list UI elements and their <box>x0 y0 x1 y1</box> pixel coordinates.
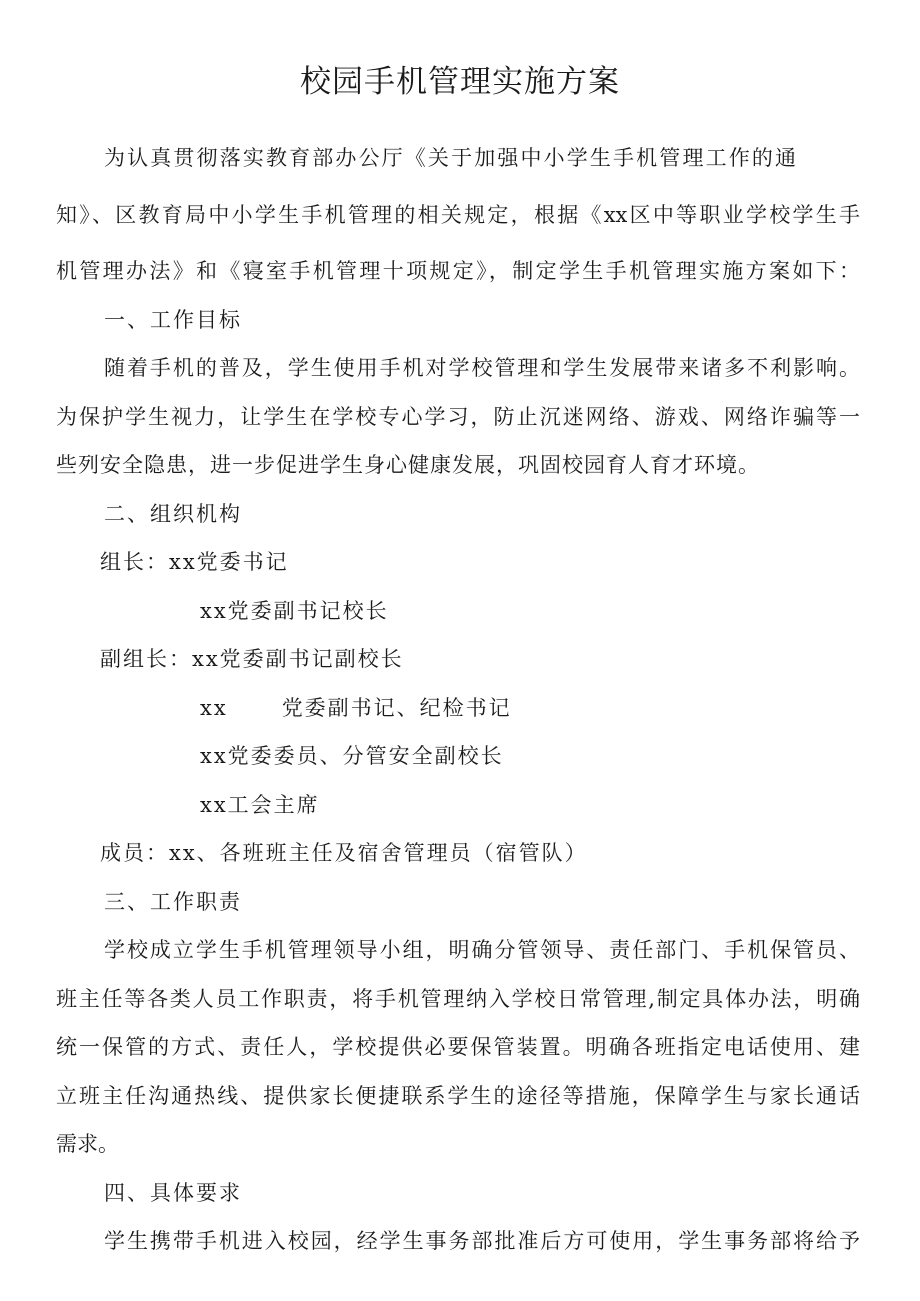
section-heading-goals: 一、工作目标 <box>104 308 242 332</box>
duties-line-5: 需求。 <box>56 1132 119 1156</box>
intro-line-2: 知》、区教育局中小学生手机管理的相关规定，根据《xx区中等职业学校学生手 <box>56 203 860 227</box>
org-vice-leader-4: xx工会主席 <box>200 793 320 817</box>
org-leader-2: xx党委副书记校长 <box>200 599 389 623</box>
goals-line-2: 为保护学生视力，让学生在学校专心学习，防止沉迷网络、游戏、网络诈骗等一 <box>56 405 860 429</box>
org-vice-leader-2 <box>200 693 512 723</box>
section-heading-duties: 三、工作职责 <box>104 890 242 914</box>
intro-line-1: 为认真贯彻落实教育部办公厅《关于加强中小学生手机管理工作的通 <box>104 146 798 170</box>
document-title: 校园手机管理实施方案 <box>300 64 620 100</box>
org-vice-2-role: 党委副书记、纪检书记 <box>281 696 512 720</box>
duties-line-3: 统一保管的方式、责任人，学校提供必要保管装置。明确各班指定电话使用、建 <box>56 1035 860 1059</box>
org-vice-leader-3: xx党委委员、分管安全副校长 <box>200 744 504 768</box>
duties-line-4: 立班主任沟通热线、提供家长便捷联系学生的途径等措施，保障学生与家长通话 <box>56 1084 860 1108</box>
goals-line-3: 些列安全隐患，进一步促进学生身心健康发展，巩固校园育人育才环境。 <box>56 453 760 477</box>
org-members: 成员：xx、各班班主任及宿舍管理员（宿管队） <box>100 841 588 865</box>
org-vice-leader: 副组长：xx党委副书记副校长 <box>100 647 404 671</box>
section-heading-organization: 二、组织机构 <box>104 502 242 526</box>
intro-line-3: 机管理办法》和《寝室手机管理十项规定》，制定学生手机管理实施方案如下： <box>56 259 860 283</box>
goals-line-1: 随着手机的普及，学生使用手机对学校管理和学生发展带来诸多不利影响。 <box>104 356 860 380</box>
org-leader: 组长：xx党委书记 <box>100 550 289 574</box>
section-heading-requirements: 四、具体要求 <box>104 1181 242 1205</box>
duties-line-2: 班主任等各类人员工作职责，将手机管理纳入学校日常管理,制定具体办法，明确 <box>56 987 860 1011</box>
requirements-line-1: 学生携带手机进入校园，经学生事务部批准后方可使用，学生事务部将给予 <box>104 1229 860 1253</box>
org-vice-2-name: xx <box>200 696 228 720</box>
duties-line-1: 学校成立学生手机管理领导小组，明确分管领导、责任部门、手机保管员、 <box>104 938 860 962</box>
